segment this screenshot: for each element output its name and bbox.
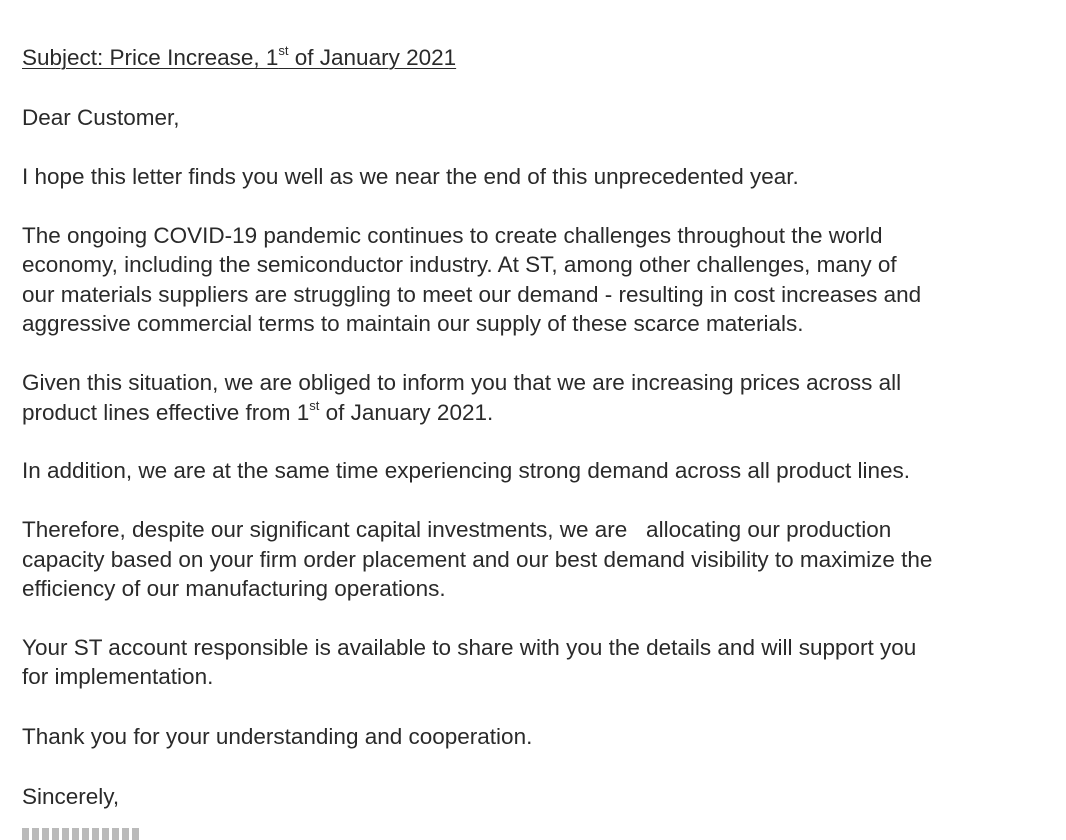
intro-paragraph: I hope this letter finds you well as we near the end of this unprecedented year. bbox=[22, 164, 799, 189]
subject-text-suffix: of January 2021 bbox=[288, 45, 457, 70]
subject-superscript: st bbox=[278, 42, 289, 58]
paragraph-text-suffix: of January 2021. bbox=[319, 400, 494, 425]
paragraph-line: Your ST account responsible is available to share with you the details and will support you bbox=[22, 635, 917, 660]
thanks-line: Thank you for your understanding and cooperation. bbox=[22, 724, 533, 749]
paragraph-line: efficiency of our manufacturing operations. bbox=[22, 576, 446, 601]
paragraph-line: capacity based on your firm order placement and our best demand visibility to maximize the bbox=[22, 547, 933, 572]
closing-line: Sincerely, bbox=[22, 784, 120, 809]
subject-text: Subject: Price Increase, 1 bbox=[22, 45, 279, 70]
paragraph-line: economy, including the semiconductor industry. At ST, among other challenges, many of bbox=[22, 252, 897, 277]
paragraph-line: aggressive commercial terms to maintain our supply of these scarce materials. bbox=[22, 311, 804, 336]
cropped-signature-line bbox=[22, 826, 162, 840]
cropped-text-fragment bbox=[22, 828, 140, 840]
paragraph-line: In addition, we are at the same time experiencing strong demand across all product lines. bbox=[22, 458, 910, 483]
paragraph-line: The ongoing COVID-19 pandemic continues to create challenges throughout the world bbox=[22, 223, 883, 248]
paragraph-line: Given this situation, we are obliged to inform you that we are increasing prices across all bbox=[22, 370, 902, 395]
greeting: Dear Customer, bbox=[22, 105, 180, 130]
paragraph-line: for implementation. bbox=[22, 664, 214, 689]
paragraph-superscript: st bbox=[309, 397, 320, 413]
paragraph-text: product lines effective from 1 bbox=[22, 400, 310, 425]
paragraph-line bbox=[22, 398, 493, 428]
paragraph-line: Therefore, despite our significant capital investments, we are allocating our production bbox=[22, 517, 892, 542]
subject-line bbox=[22, 43, 456, 73]
paragraph-line: our materials suppliers are struggling to meet our demand - resulting in cost increases and bbox=[22, 282, 922, 307]
